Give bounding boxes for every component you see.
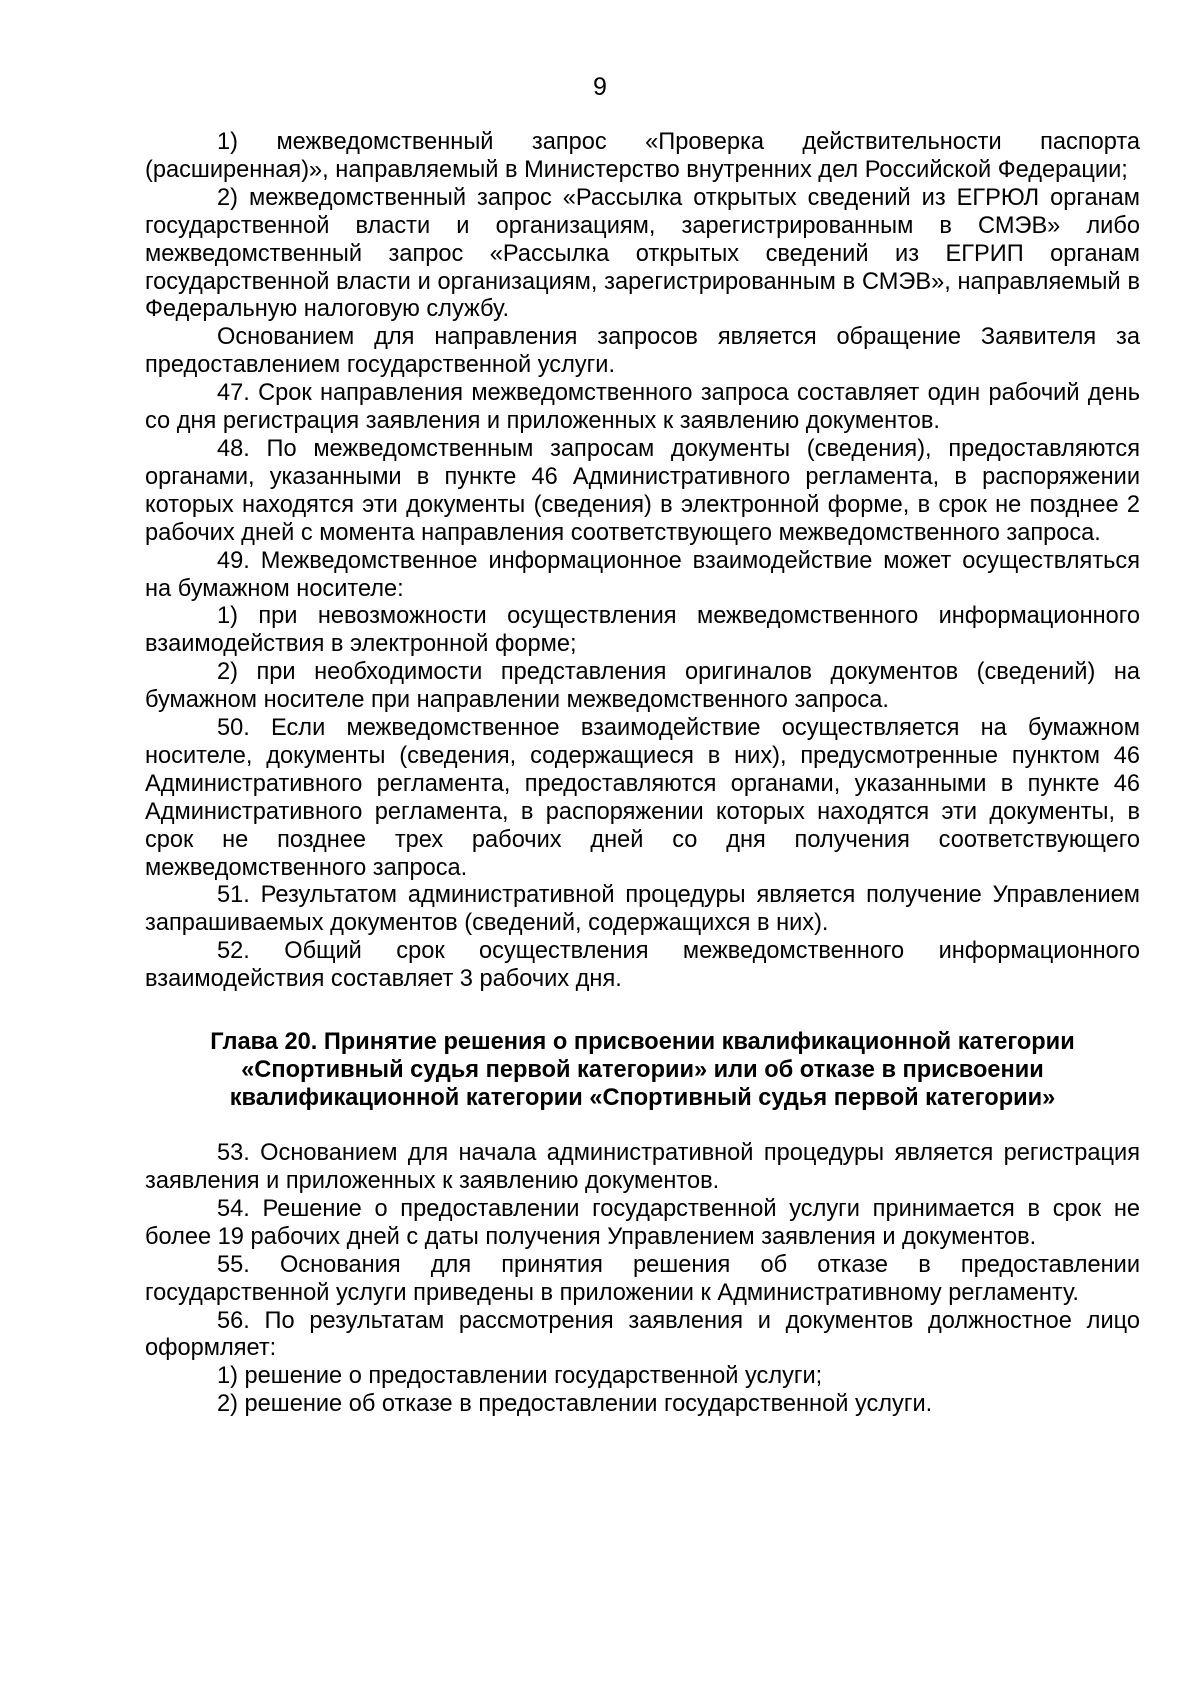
paragraph-49-item-2: 2) при необходимости представления оригиналов документов (сведений) на бумажном носителе при направлении межведомственного запроса. [145,659,1140,714]
paragraph-50: 50. Если межведомственное взаимодействие осуществляется на бумажном носителе, документы (сведения, содержащиеся в них), предусмотренные пунктом 46 Административного регламента, предоставляются органами, указанными в пункте 46 Административного регламента, в распоряжении которых находятся эти документы, в срок не позднее трех рабочих дней со дня получения соответствующего межведомственного запроса. [145,715,1140,881]
paragraph-47: 47. Срок направления межведомственного запроса составляет один рабочий день со дня регистрация заявления и приложенных к заявлению документов. [145,380,1140,435]
paragraph-49: 49. Межведомственное информационное взаимодействие может осуществляться на бумажном носителе: [145,547,1140,602]
paragraph-51: 51. Результатом административной процедуры является получение Управлением запрашиваемых документов (сведений, содержащихся в них). [145,882,1140,937]
paragraph-request-basis: Основанием для направления запросов является обращение Заявителя за предоставлением государственной услуги. [145,324,1140,379]
chapter-heading-line-1: Глава 20. Принятие решения о присвоении квалификационной категории [210,1029,1075,1056]
paragraph-56-item-1: 1) решение о предоставлении государственной услуги; [217,1363,823,1390]
paragraph-item-2-egrul-request: 2) межведомственный запрос «Рассылка открытых сведений из ЕГРЮЛ органам государственной власти и организациям, зарегистрированным в СМЭВ» либо межведомственный запрос «Рассылка открытых сведений из ЕГРИП органам государственной власти и организациям, зарегистрированным в СМЭВ», направляемый в Федеральную налоговую службу. [145,184,1140,323]
chapter-heading [145,1028,1140,1112]
paragraph-48: 48. По межведомственным запросам документы (сведения), предоставляются органами, указанными в пункте 46 Административного регламента, в распоряжении которых находятся эти документы (сведения) в электронной форме, в срок не позднее 2 рабочих дней с момента направления соответствующего межведомственного запроса. [145,435,1140,546]
chapter-heading-line-2: «Спортивный судья первой категории» или об отказе в присвоении [241,1057,1044,1084]
paragraph-56: 56. По результатам рассмотрения заявления и документов должностное лицо оформляет: [145,1307,1140,1362]
paragraph-55: 55. Основания для принятия решения об отказе в предоставлении государственной услуги приведены в приложении к Административному регламенту. [145,1251,1140,1306]
paragraph-49-item-1: 1) при невозможности осуществления межведомственного информационного взаимодействия в электронной форме; [145,603,1140,658]
paragraph-52: 52. Общий срок осуществления межведомственного информационного взаимодействия составляет 3 рабочих дня. [145,938,1140,993]
paragraph-56-item-2: 2) решение об отказе в предоставлении государственной услуги. [217,1391,933,1418]
document-body [145,129,1140,1419]
paragraph-54: 54. Решение о предоставлении государственной услуги принимается в срок не более 19 рабочих дней с даты получения Управлением заявления и документов. [145,1195,1140,1250]
chapter-heading-line-3: квалификационной категории «Спортивный судья первой категории» [229,1085,1056,1112]
paragraph-53: 53. Основанием для начала административной процедуры является регистрация заявления и приложенных к заявлению документов. [145,1140,1140,1194]
page-number: 9 [593,73,607,101]
paragraph-item-1-passport-request: 1) межведомственный запрос «Проверка действительности паспорта (расширенная)», направляемый в Министерство внутренних дел Российской Федерации; [145,129,1140,183]
